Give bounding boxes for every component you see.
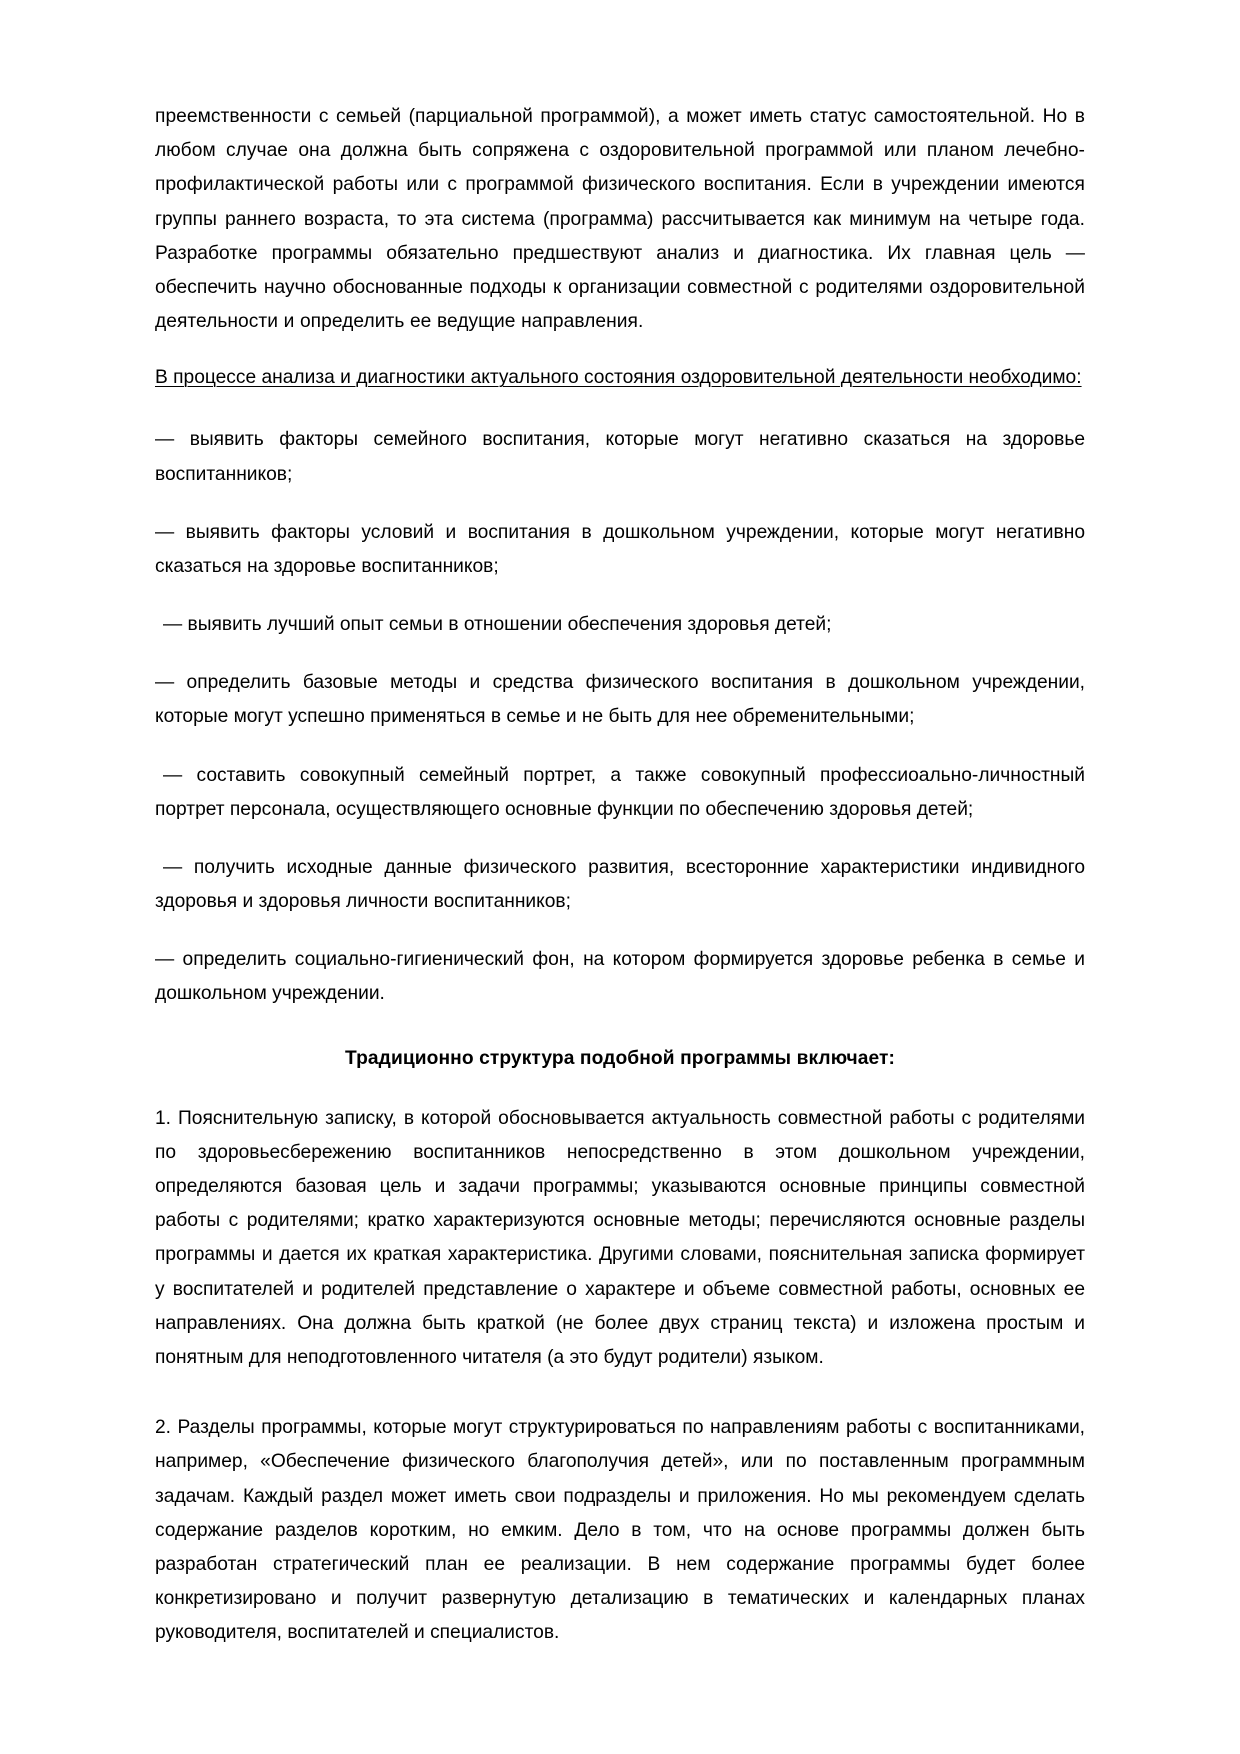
numbered-paragraph: 1. Пояснительную записку, в которой обосновывается актуальность совместной работы с родителями по здоровьесбережению воспитанников непосредственно в этом дошкольном учреждении, определяются базовая цель и задачи программы; указываются основные принципы совместной работы с родителями; кратко характеризуются основные методы; перечисляются основные разделы программы и дается их краткая характеристика. Другими словами, пояснительная записка формирует у воспитателей и родителей представление о характере и объеме совместной работы, основных ее направлениях. Она должна быть краткой (не более двух страниц текста) и изложена простым и понятным для неподготовленного читателя (а это будут родители) языком.: [155, 1107, 1085, 1368]
intro-paragraph: преемственности с семьей (парциальной программой), а может иметь статус самостоятельной. Но в любом случае она должна быть сопряжена с оздоровительной программой или планом лечебно-профилактической работы или с программой физического воспитания. Если в учреждении имеются группы раннего возраста, то эта система (программа) рассчитывается как минимум на четыре года. Разработке программы обязательно предшествуют анализ и диагностика. Их главная цель — обеспечить научно обоснованные подходы к организации совместной с родителями оздоровительной деятельности и определить ее ведущие направления.: [155, 106, 1085, 333]
section-heading: Традиционно структура подобной программы включает:: [345, 1047, 895, 1069]
list-item: — выявить факторы семейного воспитания, которые могут негативно сказаться на здоровье воспитанников;: [155, 429, 1085, 485]
list-item: — составить совокупный семейный портрет, а также совокупный профессиоально-личностный портрет персонала, осуществляющего основные функции по обеспечению здоровья детей;: [155, 764, 1085, 820]
spacer: [155, 1397, 1085, 1411]
document-text-column: [155, 100, 1085, 1672]
list-item: — получить исходные данные физического развития, всесторонние характеристики индивидного здоровья и здоровья личности воспитанников;: [155, 856, 1085, 913]
list-item: — выявить факторы условий и воспитания в дошкольном учреждении, которые могут негативно сказаться на здоровье воспитанников;: [155, 521, 1085, 577]
numbered-paragraph: 2. Разделы программы, которые могут структурироваться по направлениям работы с воспитанниками, например, «Обеспечение физического благополучия детей», или по поставленным программным задачам. Каждый раздел может иметь свои подразделы и приложения. Но мы рекомендуем сделать содержание разделов коротким, но емким. Дело в том, что на основе программы должен быть разработан стратегический план ее реализации. В нем содержание программы будет более конкретизировано и получит развернутую детализацию в тематических и календарных планах руководителя, воспитателей и специалистов.: [155, 1417, 1085, 1644]
list-item: — определить социально-гигиенический фон, на котором формируется здоровье ребенка в семье и дошкольном учреждении.: [155, 949, 1085, 1005]
list-item: — определить базовые методы и средства физического воспитания в дошкольном учреждении, которые могут успешно применяться в семье и не быть для нее обременительными;: [155, 672, 1085, 728]
list-item: — выявить лучший опыт семьи в отношении обеспечения здоровья детей;: [163, 614, 832, 636]
underlined-text: В процессе анализа и диагностики актуального состояния оздоровительной деятельности необходимо:: [155, 367, 1082, 389]
underlined-lead-in: [155, 361, 1085, 395]
